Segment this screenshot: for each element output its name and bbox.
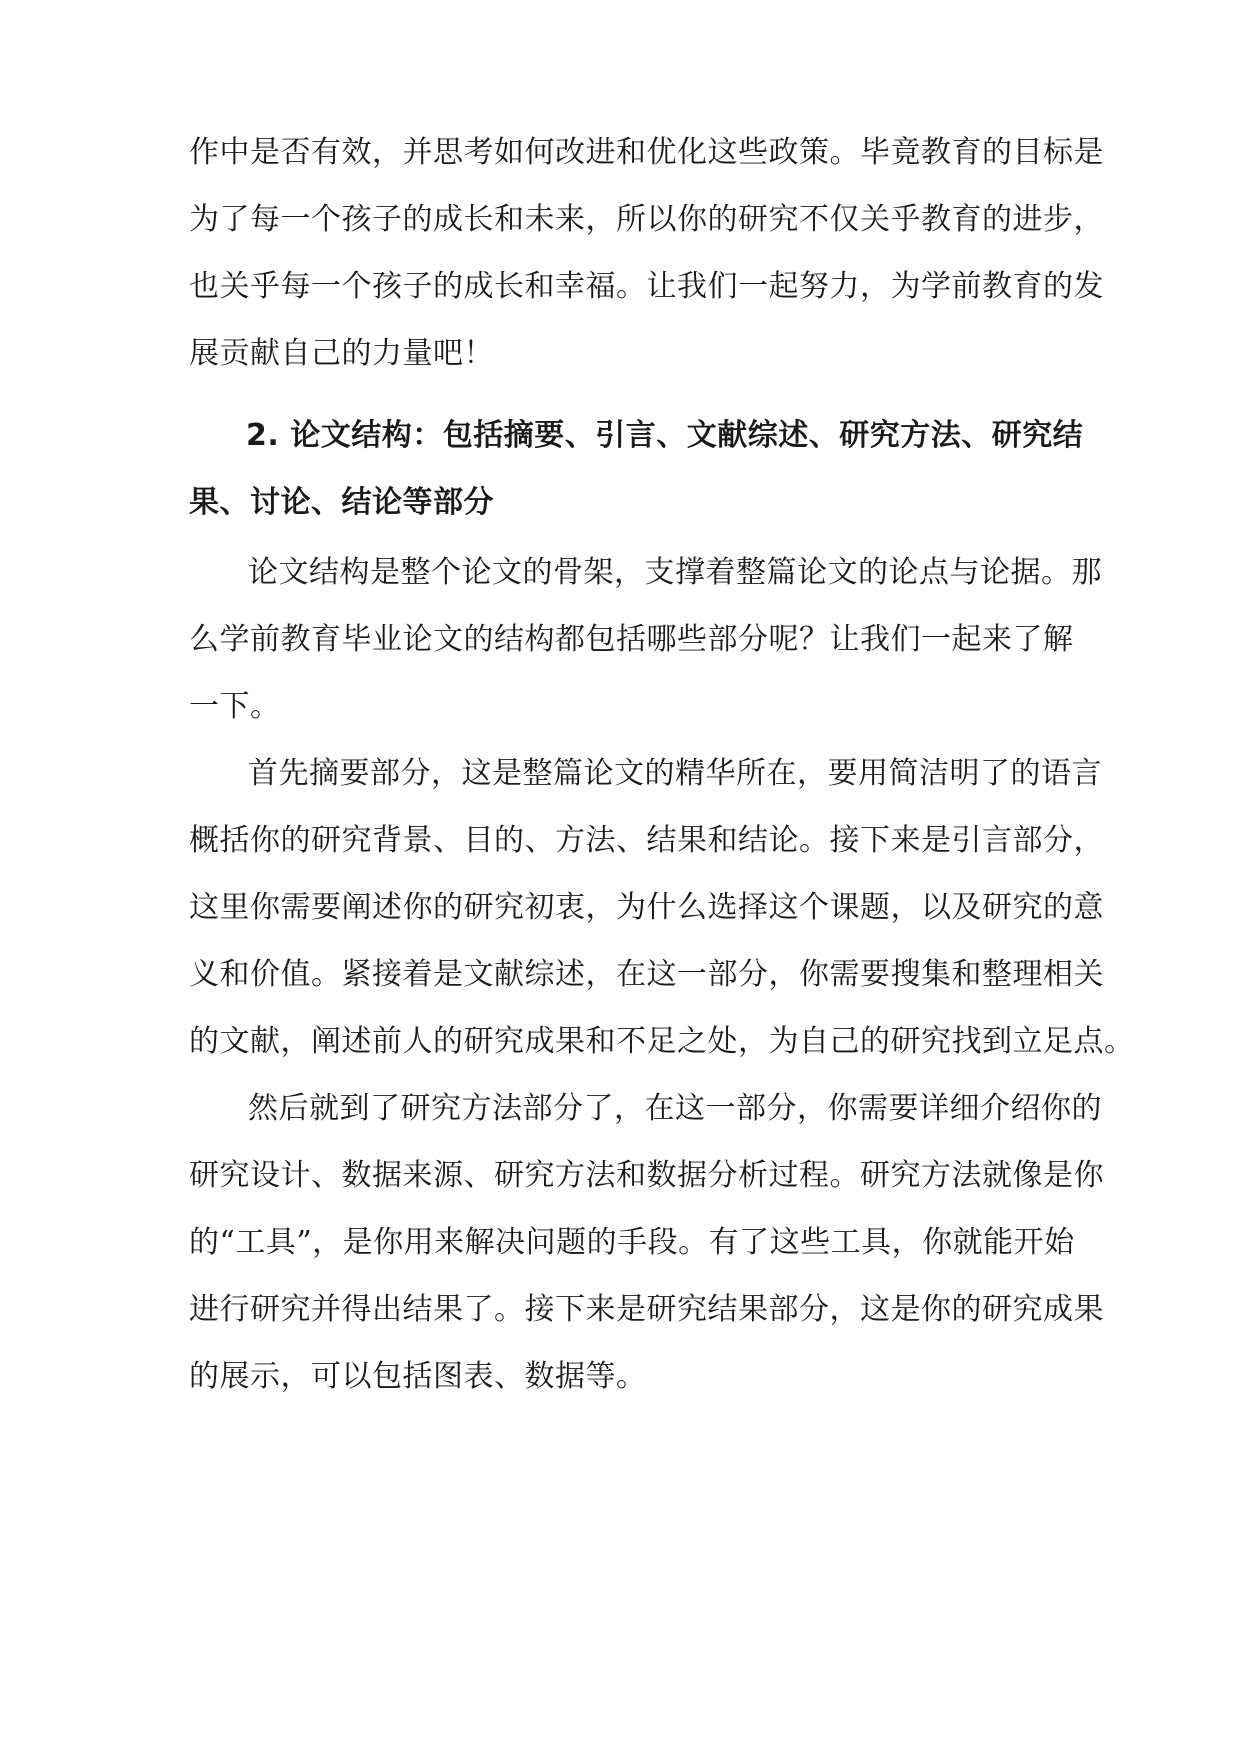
text-line: 么学前教育毕业论文的结构都包括哪些部分呢？让我们一起来了解 — [189, 622, 1074, 657]
text-line: 作中是否有效，并思考如何改进和优化这些政策。毕竟教育的目标是 — [189, 135, 1104, 170]
text-line: 展贡献自己的力量吧！ — [189, 336, 494, 371]
text-line: 的展示，可以包括图表、数据等。 — [189, 1359, 647, 1394]
text-line: 也关乎每一个孩子的成长和幸福。让我们一起努力，为学前教育的发 — [189, 269, 1104, 304]
text-line: 论文结构是整个论文的骨架，支撑着整篇论文的论点与论据。那 — [248, 555, 1102, 590]
text-line: 这里你需要阐述你的研究初衷，为什么选择这个课题，以及研究的意 — [189, 890, 1104, 925]
text-line: 为了每一个孩子的成长和未来，所以你的研究不仅关乎教育的进步， — [189, 202, 1104, 237]
text-line: 的文献，阐述前人的研究成果和不足之处，为自己的研究找到立足点。 — [189, 1024, 1135, 1059]
text-line: 研究设计、数据来源、研究方法和数据分析过程。研究方法就像是你 — [189, 1158, 1104, 1193]
heading-line: 2. 论文结构：包括摘要、引言、文献综述、研究方法、研究结 — [246, 418, 1084, 453]
text-line: 义和价值。紧接着是文献综述，在这一部分，你需要搜集和整理相关 — [189, 957, 1104, 992]
text-line: 首先摘要部分，这是整篇论文的精华所在，要用简洁明了的语言 — [248, 756, 1102, 791]
text-line: 的“工具”，是你用来解决问题的手段。有了这些工具，你就能开始 — [189, 1225, 1075, 1260]
text-line: 概括你的研究背景、目的、方法、结果和结论。接下来是引言部分， — [189, 823, 1104, 858]
text-line: 然后就到了研究方法部分了，在这一部分，你需要详细介绍你的 — [248, 1091, 1102, 1126]
text-line: 进行研究并得出结果了。接下来是研究结果部分，这是你的研究成果 — [189, 1292, 1104, 1327]
text-line: 一下。 — [189, 689, 281, 724]
heading-line: 果、讨论、结论等部分 — [189, 485, 494, 520]
